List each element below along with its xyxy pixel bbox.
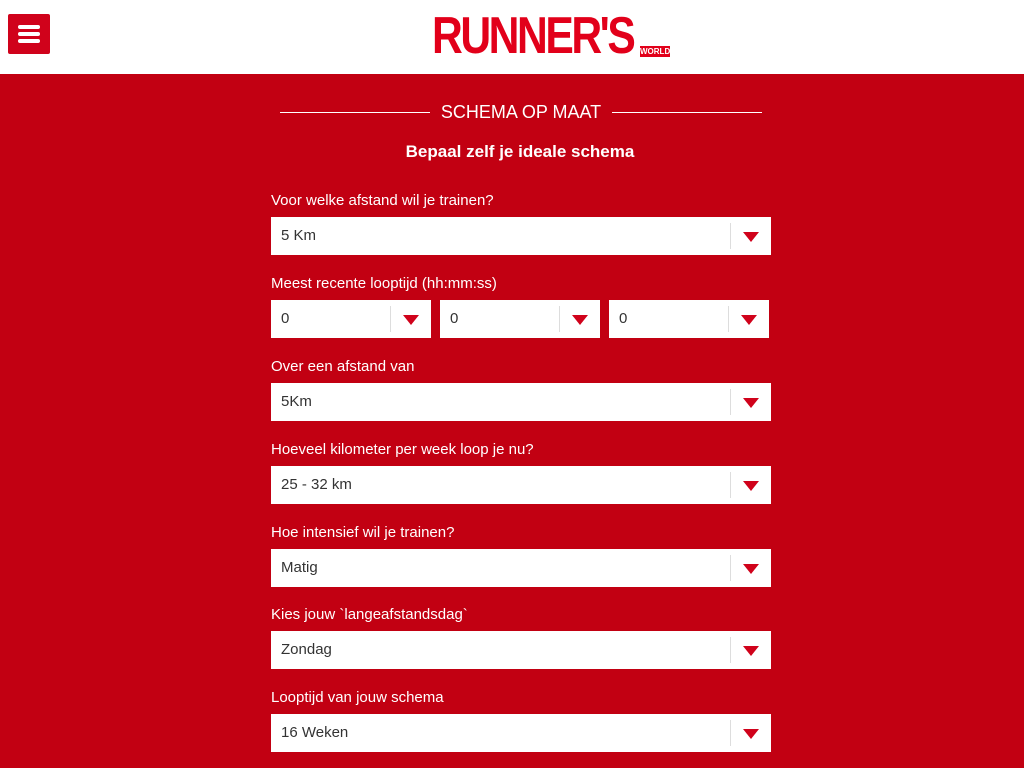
hours-select[interactable] [271, 300, 431, 338]
km-per-week-value: 25 - 32 km [281, 476, 352, 493]
seconds-select[interactable] [609, 300, 769, 338]
select-divider [730, 555, 731, 581]
section-subtitle: Bepaal zelf je ideale schema [405, 142, 635, 161]
km-per-week-label: Hoeveel kilometer per week loop je nu? [271, 441, 534, 458]
recent-time-label: Meest recente looptijd (hh:mm:ss) [271, 275, 497, 292]
intensity-value: Matig [281, 559, 318, 576]
select-divider [730, 223, 731, 249]
site-header [0, 0, 1024, 74]
distance-value: 5 Km [281, 227, 317, 244]
km-per-week-select[interactable] [271, 466, 771, 504]
triangle-down-icon [403, 315, 419, 325]
hamburger-menu-icon [18, 39, 40, 43]
title-divider-left [280, 112, 430, 113]
duration-select[interactable] [271, 714, 771, 752]
over-distance-select[interactable] [271, 383, 771, 421]
hours-value: 0 [281, 310, 290, 327]
distance-label: Voor welke afstand wil je trainen? [271, 192, 494, 209]
select-divider [559, 306, 560, 332]
menu-button[interactable] [8, 14, 50, 54]
minutes-value: 0 [450, 310, 459, 327]
select-divider [390, 306, 391, 332]
hamburger-menu-icon [18, 32, 40, 36]
intensity-label: Hoe intensief wil je trainen? [271, 524, 455, 541]
over-distance-label: Over een afstand van [271, 358, 415, 375]
duration-value: 16 Weken [281, 724, 349, 741]
duration-label: Looptijd van jouw schema [271, 689, 444, 706]
triangle-down-icon [743, 232, 759, 242]
triangle-down-icon [743, 481, 759, 491]
logo-text: RUNNER'S [432, 7, 634, 65]
long-day-value: Zondag [281, 641, 332, 658]
long-day-label: Kies jouw `langeafstandsdag` [271, 606, 468, 623]
distance-select[interactable] [271, 217, 771, 255]
title-divider-right [612, 112, 762, 113]
over-distance-value: 5Km [281, 393, 312, 410]
select-divider [730, 637, 731, 663]
long-day-select[interactable] [271, 631, 771, 669]
select-divider [728, 306, 729, 332]
logo-subtext: WORLD [640, 47, 671, 56]
triangle-down-icon [743, 646, 759, 656]
runners-world-logo[interactable] [432, 7, 672, 65]
section-title [280, 100, 762, 124]
triangle-down-icon [743, 729, 759, 739]
triangle-down-icon [741, 315, 757, 325]
section-title-text: SCHEMA OP MAAT [440, 101, 602, 122]
select-divider [730, 472, 731, 498]
triangle-down-icon [743, 564, 759, 574]
triangle-down-icon [743, 398, 759, 408]
hamburger-menu-icon [18, 25, 40, 29]
seconds-value: 0 [619, 310, 628, 327]
select-divider [730, 389, 731, 415]
intensity-select[interactable] [271, 549, 771, 587]
select-divider [730, 720, 731, 746]
minutes-select[interactable] [440, 300, 600, 338]
triangle-down-icon [572, 315, 588, 325]
